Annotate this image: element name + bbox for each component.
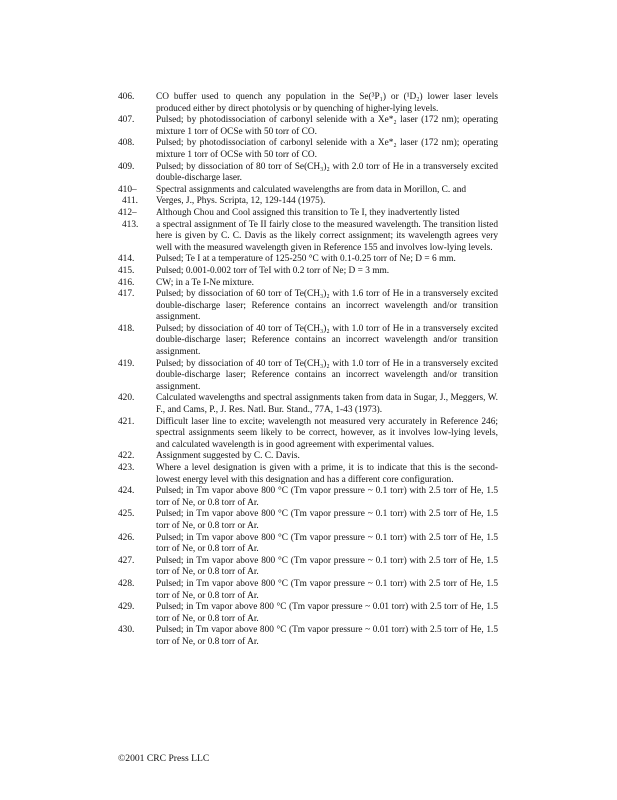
footnote-text: CW; in a Te I-Ne mixture. xyxy=(156,277,254,288)
footnote-number: 412– xyxy=(118,207,137,218)
footnote-text: Pulsed; in Tm vapor above 800 °C (Tm vapor pressure ~ 0.1 torr) with 2.5 torr of He, 1.5 torr of Ne, or 0.8 torr of Ar. xyxy=(156,532,498,555)
footnote-text: Pulsed; by photodissociation of carbonyl selenide with a Xe*₂ laser (172 nm); operating mixture 1 torr of OCSe with 50 torr of CO. xyxy=(156,115,498,137)
footnote xyxy=(118,289,498,324)
footnote-text: Pulsed; by dissociation of 40 torr of Te(CH₃)₂ with 1.0 torr of He in a transversely excited double-discharge laser; Reference contains an incorrect wavelength and/or transition assignment. xyxy=(156,323,498,358)
footnote-text: Spectral assignments and calculated wavelengths are from data in Morillon, C. and xyxy=(156,184,467,195)
footnote-text: Pulsed; in Tm vapor above 800 °C (Tm vapor pressure ~ 0.1 torr) with 2.5 torr of He, 1.5 torr of Ne, or 0.8 torr of Ar. xyxy=(156,578,498,601)
footnote xyxy=(118,533,498,556)
footnote-number: 427. xyxy=(118,555,135,566)
footnote xyxy=(118,556,498,579)
footnote-text: Pulsed; in Tm vapor above 800 °C (Tm vapor pressure ~ 0.1 torr) with 2.5 torr of He, 1.5 torr of Ne, or 0.8 torr of Ar. xyxy=(156,555,498,578)
footnote xyxy=(118,208,498,220)
footnote-number: 429. xyxy=(118,602,135,613)
footnote xyxy=(118,625,498,648)
footnote xyxy=(118,185,498,197)
footnote-text: Although Chou and Cool assigned this transition to Te I, they inadvertently listed xyxy=(156,207,460,218)
footnote-number: 416. xyxy=(118,277,135,288)
footnote xyxy=(118,393,498,416)
footnote xyxy=(118,579,498,602)
footnote-number: 426. xyxy=(118,532,135,543)
footnote-number: 410– xyxy=(118,184,137,195)
footnote xyxy=(118,162,498,185)
footnote xyxy=(118,220,498,255)
footnote xyxy=(118,324,498,359)
footnote-text: a spectral assignment of Te II fairly close to the measured wavelength. The transition listed here is given by C. C. Davis as the likely correct assignment; its wavelength agrees very well with the measured wavelength given in Reference 155 and involves low-lying levels. xyxy=(156,219,498,253)
footnote xyxy=(118,359,498,394)
footnote-number: 421. xyxy=(118,416,135,427)
footnote-number: 424. xyxy=(118,486,135,497)
footnote xyxy=(118,278,498,290)
footnote-number: 414. xyxy=(118,254,135,265)
footnote-text: Pulsed; 0.001-0.002 torr of TeI with 0.2 torr of Ne; D = 3 mm. xyxy=(156,265,390,276)
footnote xyxy=(118,463,498,486)
footnote xyxy=(118,266,498,278)
footnote xyxy=(118,417,498,452)
footnote-text: Verges, J., Phys. Scripta, 12, 129-144 (1975). xyxy=(156,196,326,207)
footnote-text: Difficult laser line to excite; wavelength not measured very accurately in Reference 246; spectral assignments seem likely to be correct, however, as it involves low-lying levels, and calculated wavelength is in good agreement with experimental values. xyxy=(156,416,498,450)
footnote-number: 407. xyxy=(118,115,135,126)
footnote-text: Calculated wavelengths and spectral assignments taken from data in Sugar, J., Meggers, W. F., and Cams, P., J. Res. Natl. Bur. Stand., 77A, 1-43 (1973). xyxy=(156,393,498,416)
footnote xyxy=(118,451,498,463)
footnote-number: 430. xyxy=(118,625,135,636)
footnote xyxy=(118,509,498,532)
footnote-text: Pulsed; by dissociation of 60 torr of Te(CH₃)₂ with 1.6 torr of He in a transversely excited double-discharge laser; Reference contains an incorrect wavelength and/or transition assignment. xyxy=(156,289,498,323)
footnote-list xyxy=(118,92,498,649)
footnote-number: 417. xyxy=(118,289,135,300)
footnote-number: 408. xyxy=(118,138,135,149)
footnote xyxy=(118,196,498,208)
footnote-number: 415. xyxy=(118,265,135,276)
footnote-text: Pulsed; in Tm vapor above 800 °C (Tm vapor pressure ~ 0.01 torr) with 2.5 torr of He, 1.5 torr of Ne, or 0.8 torr of Ar. xyxy=(156,625,498,647)
footnote xyxy=(118,254,498,266)
footnote-text: Pulsed; in Tm vapor above 800 °C (Tm vapor pressure ~ 0.1 torr) with 2.5 torr of He, 1.5 torr of Ne, or 0.8 torr of Ar. xyxy=(156,486,498,508)
footnote-text: Pulsed; by dissociation of 80 torr of Se(CH₃)₂ with 2.0 torr of He in a transversely excited double-discharge laser. xyxy=(156,161,498,184)
footnote-number: 406. xyxy=(118,92,135,102)
footnote-number: 423. xyxy=(118,463,135,473)
footnote xyxy=(118,138,498,161)
footnote xyxy=(118,92,498,115)
footnote-number: 418. xyxy=(118,323,135,334)
footnote-number: 428. xyxy=(118,578,135,589)
footnote xyxy=(118,115,498,138)
footnote-number: 425. xyxy=(118,509,135,520)
footnote-text: Pulsed; in Tm vapor above 800 °C (Tm vapor pressure ~ 0.01 torr) with 2.5 torr of He, 1.5 torr of Ne, or 0.8 torr of Ar. xyxy=(156,602,498,624)
copyright-footer: ©2001 CRC Press LLC xyxy=(118,753,210,764)
footnote-number: 409. xyxy=(118,161,135,172)
footnote-text: Pulsed; by photodissociation of carbonyl selenide with a Xe*₂ laser (172 nm); operating mixture 1 torr of OCSe with 50 torr of CO. xyxy=(156,138,498,160)
footnote-text: Pulsed; by dissociation of 40 torr of Te(CH₃)₂ with 1.0 torr of He in a transversely excited double-discharge laser; Reference contains an incorrect wavelength and/or transition assignment. xyxy=(156,358,498,392)
footnote xyxy=(118,602,498,625)
footnote-text: Pulsed; in Tm vapor above 800 °C (Tm vapor pressure ~ 0.1 torr) with 2.5 torr of He, 1.5 torr of Ne, or 0.8 torr or Ar. xyxy=(156,509,498,531)
footnote-text: Assignment suggested by C. C. Davis. xyxy=(156,451,300,462)
footnote-number: 420. xyxy=(118,393,135,404)
footnote-text: Where a level designation is given with a prime, it is to indicate that this is the second-lowest energy level with this designation and has a different core configuration. xyxy=(156,463,498,485)
footnote xyxy=(118,486,498,509)
footnote-number: 413. xyxy=(122,219,139,230)
footnote-number: 422. xyxy=(118,451,135,462)
footnote-number: 419. xyxy=(118,358,135,369)
footnote-text: CO buffer used to quench any population in the Se(³P₁) or (¹D₂) lower laser levels produced either by direct photolysis or by quenching of higher-lying levels. xyxy=(156,92,498,114)
footnote-number: 411. xyxy=(122,196,139,207)
footnote-text: Pulsed; Te I at a temperature of 125-250 °C with 0.1-0.25 torr of Ne; D = 6 mm. xyxy=(156,254,456,265)
